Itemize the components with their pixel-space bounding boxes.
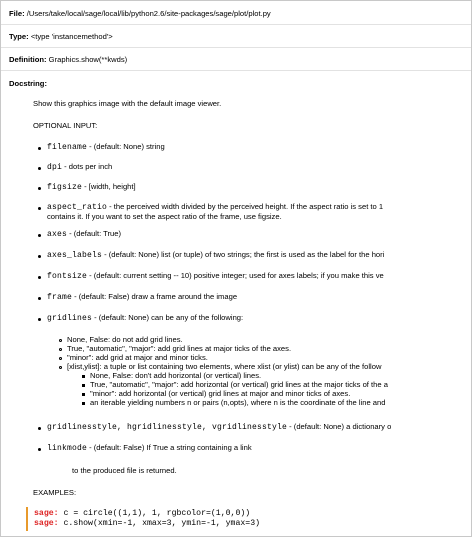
sage-prompt: sage: xyxy=(34,509,59,518)
sub-sub-bullet xyxy=(82,393,85,396)
code-text: c = circle((1,1), 1, rgbcolor=(1,0,0)) xyxy=(58,509,251,518)
param-desc: - (default: False) draw a frame around the image xyxy=(72,292,238,301)
param-name: dpi xyxy=(47,163,63,172)
gridline-option: [xlist,ylist]: a tuple or list containing two elements, where xlist (or ylist) can be any of the follow xyxy=(67,362,382,371)
file-row xyxy=(9,9,271,19)
gridline-sub-option: an iterable yielding numbers n or pairs (n,opts), where n is the coordinate of the line and xyxy=(90,398,386,407)
param-aspect-ratio-cont: contains it. If you want to set the aspect ratio of the frame, use figsize. xyxy=(47,212,282,221)
file-label: File: xyxy=(9,9,25,18)
bullet xyxy=(38,234,41,237)
separator xyxy=(1,24,472,25)
bullet xyxy=(38,448,41,451)
sub-sub-bullet xyxy=(82,384,85,387)
param-name: axes_labels xyxy=(47,251,103,260)
bullet xyxy=(38,167,41,170)
gridline-option: "minor": add grid at major and minor ticks. xyxy=(67,353,208,362)
param-desc: - the perceived width divided by the perceived height. If the aspect ratio is set to 1 xyxy=(107,202,384,211)
param-name: filename xyxy=(47,143,88,152)
param-linkmode-cont: to the produced file is returned. xyxy=(72,466,177,475)
param-dpi xyxy=(47,162,112,173)
param-filename xyxy=(47,142,165,153)
param-figsize xyxy=(47,182,136,193)
type-value: <type 'instancemethod'> xyxy=(30,32,113,41)
bullet xyxy=(38,255,41,258)
optional-input-heading: OPTIONAL INPUT: xyxy=(33,121,98,130)
param-name: gridlines xyxy=(47,314,93,323)
param-name: linkmode xyxy=(47,444,88,453)
param-desc: - (default: current setting -- 10) positive integer; used for axes labels; if you make this ve xyxy=(87,271,384,280)
gridline-sub-option: True, "automatic", "major": add horizontal (or vertical) grid lines at the major ticks of the a xyxy=(90,380,388,389)
param-name: frame xyxy=(47,293,73,302)
sub-bullet xyxy=(59,348,62,351)
bullet xyxy=(38,297,41,300)
bullet xyxy=(38,276,41,279)
param-frame xyxy=(47,292,237,303)
separator xyxy=(1,70,472,71)
type-row xyxy=(9,32,113,42)
param-desc: - (default: None) list (or tuple) of two strings; the first is used as the label for the hori xyxy=(102,250,385,259)
sub-sub-bullet xyxy=(82,375,85,378)
bullet xyxy=(38,427,41,430)
bullet xyxy=(38,207,41,210)
sub-bullet xyxy=(59,357,62,360)
param-desc: - dots per inch xyxy=(62,162,113,171)
definition-value: Graphics.show(**kwds) xyxy=(48,55,128,64)
param-axes-labels xyxy=(47,250,384,261)
gridline-option: None, False: do not add grid lines. xyxy=(67,335,183,344)
param-axes xyxy=(47,229,121,240)
docstring-label: Docstring: xyxy=(9,79,47,88)
type-label: Type: xyxy=(9,32,29,41)
separator xyxy=(1,47,472,48)
param-desc: - (default: True) xyxy=(67,229,122,238)
bullet xyxy=(38,147,41,150)
param-name: aspect_ratio xyxy=(47,203,108,212)
gridline-sub-option: "minor": add horizontal (or vertical) grid lines at major and minor ticks of axes. xyxy=(90,389,351,398)
bullet xyxy=(38,187,41,190)
code-text: c.show(xmin=-1, xmax=3, ymin=-1, ymax=3) xyxy=(58,519,261,528)
param-gridlinesstyle xyxy=(47,422,391,433)
code-example[interactable] xyxy=(26,507,472,531)
param-fontsize xyxy=(47,271,384,282)
sub-sub-bullet xyxy=(82,402,85,405)
examples-heading: EXAMPLES: xyxy=(33,488,77,497)
sub-bullet xyxy=(59,366,62,369)
param-name: gridlinesstyle, hgridlinesstyle, vgridlinesstyle xyxy=(47,423,288,432)
code-line xyxy=(34,509,250,518)
sub-bullet xyxy=(59,339,62,342)
doc-intro: Show this graphics image with the default image viewer. xyxy=(33,99,222,108)
code-line xyxy=(34,519,260,528)
param-desc: - [width, height] xyxy=(82,182,136,191)
param-desc: - (default: None) can be any of the following: xyxy=(92,313,244,322)
bullet xyxy=(38,318,41,321)
param-name: fontsize xyxy=(47,272,88,281)
param-gridlines xyxy=(47,313,243,324)
param-name: figsize xyxy=(47,183,83,192)
sage-prompt: sage: xyxy=(34,519,59,528)
gridline-sub-option: None, False: don't add horizontal (or vertical) lines. xyxy=(90,371,262,380)
param-desc: - (default: False) If True a string containing a link xyxy=(87,443,252,452)
gridline-option: True, "automatic", "major": add grid lines at major ticks of the axes. xyxy=(67,344,292,353)
param-desc: - (default: None) a dictionary o xyxy=(287,422,392,431)
definition-label: Definition: xyxy=(9,55,47,64)
param-name: axes xyxy=(47,230,68,239)
param-desc: - (default: None) string xyxy=(87,142,165,151)
param-linkmode xyxy=(47,443,252,454)
file-path: /Users/take/local/sage/local/lib/python2.6/site-packages/sage/plot/plot.py xyxy=(26,9,271,18)
definition-row xyxy=(9,55,127,65)
